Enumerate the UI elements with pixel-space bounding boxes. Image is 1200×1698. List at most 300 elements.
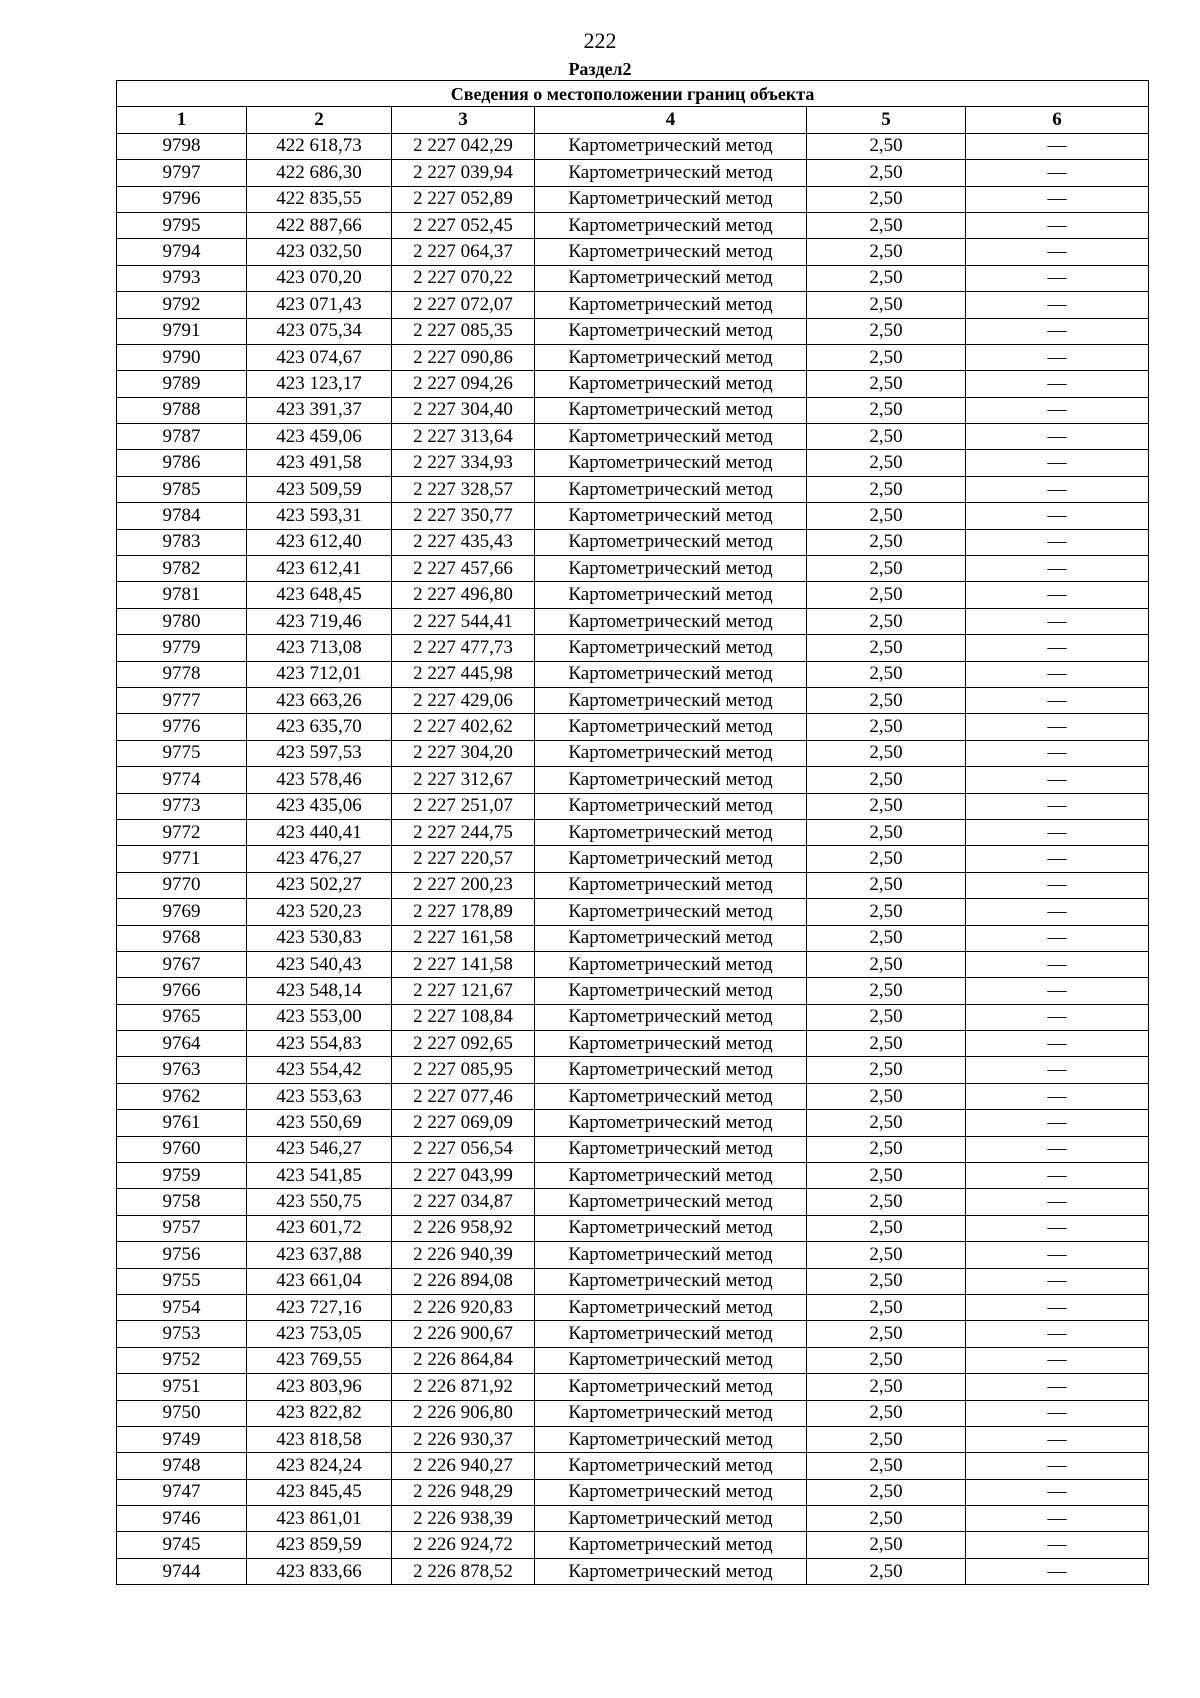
- note-cell: —: [966, 1506, 1149, 1532]
- accuracy-cell: 2,50: [807, 687, 966, 713]
- point-number-cell: 9788: [117, 397, 247, 423]
- table-row: [117, 608, 1149, 634]
- point-number-cell: 9789: [117, 371, 247, 397]
- x-coordinate-cell: 422 686,30: [247, 160, 392, 186]
- y-coordinate-cell: 2 227 064,37: [392, 239, 535, 265]
- accuracy-cell: 2,50: [807, 503, 966, 529]
- table-row: [117, 239, 1149, 265]
- note-cell: —: [966, 925, 1149, 951]
- x-coordinate-cell: 423 391,37: [247, 397, 392, 423]
- note-cell: —: [966, 424, 1149, 450]
- method-cell: Картометрический метод: [535, 635, 807, 661]
- point-number-cell: 9746: [117, 1506, 247, 1532]
- method-cell: Картометрический метод: [535, 1294, 807, 1320]
- note-cell: —: [966, 292, 1149, 318]
- point-number-cell: 9784: [117, 503, 247, 529]
- point-number-cell: 9779: [117, 635, 247, 661]
- note-cell: —: [966, 1347, 1149, 1373]
- accuracy-cell: 2,50: [807, 371, 966, 397]
- point-number-cell: 9755: [117, 1268, 247, 1294]
- y-coordinate-cell: 2 227 477,73: [392, 635, 535, 661]
- y-coordinate-cell: 2 227 402,62: [392, 714, 535, 740]
- y-coordinate-cell: 2 226 871,92: [392, 1374, 535, 1400]
- point-number-cell: 9773: [117, 793, 247, 819]
- point-number-cell: 9798: [117, 133, 247, 159]
- method-cell: Картометрический метод: [535, 1321, 807, 1347]
- y-coordinate-cell: 2 226 930,37: [392, 1426, 535, 1452]
- x-coordinate-cell: 423 123,17: [247, 371, 392, 397]
- y-coordinate-cell: 2 226 920,83: [392, 1294, 535, 1320]
- method-cell: Картометрический метод: [535, 1558, 807, 1584]
- column-header: 1: [117, 107, 247, 133]
- accuracy-cell: 2,50: [807, 1057, 966, 1083]
- y-coordinate-cell: 2 227 445,98: [392, 661, 535, 687]
- point-number-cell: 9752: [117, 1347, 247, 1373]
- point-number-cell: 9791: [117, 318, 247, 344]
- note-cell: —: [966, 1189, 1149, 1215]
- note-cell: —: [966, 978, 1149, 1004]
- note-cell: —: [966, 397, 1149, 423]
- x-coordinate-cell: 422 618,73: [247, 133, 392, 159]
- method-cell: Картометрический метод: [535, 1347, 807, 1373]
- point-number-cell: 9763: [117, 1057, 247, 1083]
- table-row: [117, 793, 1149, 819]
- method-cell: Картометрический метод: [535, 1215, 807, 1241]
- method-cell: Картометрический метод: [535, 1163, 807, 1189]
- x-coordinate-cell: 423 648,45: [247, 582, 392, 608]
- point-number-cell: 9751: [117, 1374, 247, 1400]
- method-cell: Картометрический метод: [535, 1242, 807, 1268]
- table-row: [117, 951, 1149, 977]
- method-cell: Картометрический метод: [535, 1083, 807, 1109]
- accuracy-cell: 2,50: [807, 608, 966, 634]
- point-number-cell: 9787: [117, 424, 247, 450]
- y-coordinate-cell: 2 226 878,52: [392, 1558, 535, 1584]
- point-number-cell: 9797: [117, 160, 247, 186]
- note-cell: —: [966, 1215, 1149, 1241]
- x-coordinate-cell: 423 476,27: [247, 846, 392, 872]
- method-cell: Картометрический метод: [535, 1268, 807, 1294]
- note-cell: —: [966, 1374, 1149, 1400]
- y-coordinate-cell: 2 227 328,57: [392, 476, 535, 502]
- accuracy-cell: 2,50: [807, 1321, 966, 1347]
- accuracy-cell: 2,50: [807, 951, 966, 977]
- x-coordinate-cell: 423 553,00: [247, 1004, 392, 1030]
- point-number-cell: 9783: [117, 529, 247, 555]
- accuracy-cell: 2,50: [807, 292, 966, 318]
- table-row: [117, 1374, 1149, 1400]
- method-cell: Картометрический метод: [535, 872, 807, 898]
- x-coordinate-cell: 423 546,27: [247, 1136, 392, 1162]
- x-coordinate-cell: 423 550,69: [247, 1110, 392, 1136]
- method-cell: Картометрический метод: [535, 951, 807, 977]
- y-coordinate-cell: 2 227 121,67: [392, 978, 535, 1004]
- y-coordinate-cell: 2 227 072,07: [392, 292, 535, 318]
- x-coordinate-cell: 423 070,20: [247, 265, 392, 291]
- point-number-cell: 9748: [117, 1453, 247, 1479]
- y-coordinate-cell: 2 226 948,29: [392, 1479, 535, 1505]
- accuracy-cell: 2,50: [807, 635, 966, 661]
- method-cell: Картометрический метод: [535, 239, 807, 265]
- note-cell: —: [966, 1321, 1149, 1347]
- point-number-cell: 9750: [117, 1400, 247, 1426]
- point-number-cell: 9794: [117, 239, 247, 265]
- y-coordinate-cell: 2 227 544,41: [392, 608, 535, 634]
- point-number-cell: 9774: [117, 767, 247, 793]
- accuracy-cell: 2,50: [807, 1031, 966, 1057]
- table-row: [117, 1268, 1149, 1294]
- y-coordinate-cell: 2 227 429,06: [392, 687, 535, 713]
- note-cell: —: [966, 450, 1149, 476]
- y-coordinate-cell: 2 226 864,84: [392, 1347, 535, 1373]
- note-cell: —: [966, 661, 1149, 687]
- accuracy-cell: 2,50: [807, 582, 966, 608]
- point-number-cell: 9765: [117, 1004, 247, 1030]
- method-cell: Картометрический метод: [535, 318, 807, 344]
- table-row: [117, 1347, 1149, 1373]
- accuracy-cell: 2,50: [807, 1558, 966, 1584]
- note-cell: —: [966, 714, 1149, 740]
- point-number-cell: 9796: [117, 186, 247, 212]
- point-number-cell: 9749: [117, 1426, 247, 1452]
- note-cell: —: [966, 1083, 1149, 1109]
- y-coordinate-cell: 2 227 085,95: [392, 1057, 535, 1083]
- table-row: [117, 872, 1149, 898]
- y-coordinate-cell: 2 227 496,80: [392, 582, 535, 608]
- method-cell: Картометрический метод: [535, 978, 807, 1004]
- note-cell: —: [966, 899, 1149, 925]
- accuracy-cell: 2,50: [807, 1479, 966, 1505]
- point-number-cell: 9769: [117, 899, 247, 925]
- x-coordinate-cell: 423 520,23: [247, 899, 392, 925]
- note-cell: —: [966, 265, 1149, 291]
- table-row: [117, 371, 1149, 397]
- note-cell: —: [966, 951, 1149, 977]
- method-cell: Картометрический метод: [535, 1479, 807, 1505]
- y-coordinate-cell: 2 227 092,65: [392, 1031, 535, 1057]
- table-row: [117, 925, 1149, 951]
- x-coordinate-cell: 423 663,26: [247, 687, 392, 713]
- method-cell: Картометрический метод: [535, 819, 807, 845]
- table-row: [117, 661, 1149, 687]
- table-row: [117, 846, 1149, 872]
- y-coordinate-cell: 2 227 056,54: [392, 1136, 535, 1162]
- table-row: [117, 476, 1149, 502]
- table-row: [117, 1294, 1149, 1320]
- y-coordinate-cell: 2 227 039,94: [392, 160, 535, 186]
- method-cell: Картометрический метод: [535, 292, 807, 318]
- accuracy-cell: 2,50: [807, 1268, 966, 1294]
- accuracy-cell: 2,50: [807, 925, 966, 951]
- y-coordinate-cell: 2 226 906,80: [392, 1400, 535, 1426]
- method-cell: Картометрический метод: [535, 529, 807, 555]
- x-coordinate-cell: 423 824,24: [247, 1453, 392, 1479]
- table-row: [117, 1400, 1149, 1426]
- y-coordinate-cell: 2 227 304,40: [392, 397, 535, 423]
- method-cell: Картометрический метод: [535, 1506, 807, 1532]
- y-coordinate-cell: 2 227 085,35: [392, 318, 535, 344]
- method-cell: Картометрический метод: [535, 767, 807, 793]
- x-coordinate-cell: 423 578,46: [247, 767, 392, 793]
- y-coordinate-cell: 2 227 200,23: [392, 872, 535, 898]
- table-row: [117, 1215, 1149, 1241]
- point-number-cell: 9775: [117, 740, 247, 766]
- note-cell: —: [966, 371, 1149, 397]
- note-cell: —: [966, 819, 1149, 845]
- accuracy-cell: 2,50: [807, 1294, 966, 1320]
- x-coordinate-cell: 423 637,88: [247, 1242, 392, 1268]
- point-number-cell: 9786: [117, 450, 247, 476]
- method-cell: Картометрический метод: [535, 740, 807, 766]
- note-cell: —: [966, 160, 1149, 186]
- x-coordinate-cell: 423 548,14: [247, 978, 392, 1004]
- y-coordinate-cell: 2 227 108,84: [392, 1004, 535, 1030]
- x-coordinate-cell: 423 833,66: [247, 1558, 392, 1584]
- note-cell: —: [966, 635, 1149, 661]
- table-row: [117, 160, 1149, 186]
- y-coordinate-cell: 2 227 077,46: [392, 1083, 535, 1109]
- table-row: [117, 1110, 1149, 1136]
- method-cell: Картометрический метод: [535, 397, 807, 423]
- page-number: 222: [583, 28, 617, 53]
- y-coordinate-cell: 2 227 251,07: [392, 793, 535, 819]
- method-cell: Картометрический метод: [535, 450, 807, 476]
- x-coordinate-cell: 423 713,08: [247, 635, 392, 661]
- method-cell: Картометрический метод: [535, 212, 807, 238]
- accuracy-cell: 2,50: [807, 1426, 966, 1452]
- x-coordinate-cell: 423 753,05: [247, 1321, 392, 1347]
- column-header: 3: [392, 107, 535, 133]
- x-coordinate-cell: 423 769,55: [247, 1347, 392, 1373]
- method-cell: Картометрический метод: [535, 265, 807, 291]
- table-row: [117, 1321, 1149, 1347]
- table-row: [117, 265, 1149, 291]
- note-cell: —: [966, 1532, 1149, 1558]
- accuracy-cell: 2,50: [807, 767, 966, 793]
- note-cell: —: [966, 318, 1149, 344]
- table-row: [117, 1189, 1149, 1215]
- y-coordinate-cell: 2 226 900,67: [392, 1321, 535, 1347]
- method-cell: Картометрический метод: [535, 1057, 807, 1083]
- x-coordinate-cell: 423 719,46: [247, 608, 392, 634]
- y-coordinate-cell: 2 226 940,27: [392, 1453, 535, 1479]
- x-coordinate-cell: 423 074,67: [247, 344, 392, 370]
- table-row: [117, 767, 1149, 793]
- accuracy-cell: 2,50: [807, 1163, 966, 1189]
- y-coordinate-cell: 2 226 938,39: [392, 1506, 535, 1532]
- point-number-cell: 9785: [117, 476, 247, 502]
- y-coordinate-cell: 2 227 435,43: [392, 529, 535, 555]
- accuracy-cell: 2,50: [807, 529, 966, 555]
- point-number-cell: 9778: [117, 661, 247, 687]
- accuracy-cell: 2,50: [807, 714, 966, 740]
- table-row: [117, 503, 1149, 529]
- accuracy-cell: 2,50: [807, 1532, 966, 1558]
- method-cell: Картометрический метод: [535, 899, 807, 925]
- table-row: [117, 1479, 1149, 1505]
- note-cell: —: [966, 1031, 1149, 1057]
- note-cell: —: [966, 793, 1149, 819]
- point-number-cell: 9754: [117, 1294, 247, 1320]
- x-coordinate-cell: 423 861,01: [247, 1506, 392, 1532]
- note-cell: —: [966, 529, 1149, 555]
- note-cell: —: [966, 740, 1149, 766]
- accuracy-cell: 2,50: [807, 819, 966, 845]
- table-row: [117, 978, 1149, 1004]
- column-header: 6: [966, 107, 1149, 133]
- point-number-cell: 9759: [117, 1163, 247, 1189]
- y-coordinate-cell: 2 227 052,45: [392, 212, 535, 238]
- point-number-cell: 9793: [117, 265, 247, 291]
- x-coordinate-cell: 423 661,04: [247, 1268, 392, 1294]
- y-coordinate-cell: 2 227 042,29: [392, 133, 535, 159]
- table-row: [117, 133, 1149, 159]
- y-coordinate-cell: 2 226 958,92: [392, 1215, 535, 1241]
- x-coordinate-cell: 423 845,45: [247, 1479, 392, 1505]
- note-cell: —: [966, 582, 1149, 608]
- x-coordinate-cell: 423 635,70: [247, 714, 392, 740]
- accuracy-cell: 2,50: [807, 1083, 966, 1109]
- table-row: [117, 1426, 1149, 1452]
- accuracy-cell: 2,50: [807, 212, 966, 238]
- table-row: [117, 1057, 1149, 1083]
- method-cell: Картометрический метод: [535, 556, 807, 582]
- y-coordinate-cell: 2 227 220,57: [392, 846, 535, 872]
- accuracy-cell: 2,50: [807, 1215, 966, 1241]
- x-coordinate-cell: 423 541,85: [247, 1163, 392, 1189]
- y-coordinate-cell: 2 227 313,64: [392, 424, 535, 450]
- table-row: [117, 424, 1149, 450]
- table-row: [117, 344, 1149, 370]
- x-coordinate-cell: 423 554,83: [247, 1031, 392, 1057]
- accuracy-cell: 2,50: [807, 1004, 966, 1030]
- point-number-cell: 9776: [117, 714, 247, 740]
- note-cell: —: [966, 186, 1149, 212]
- x-coordinate-cell: 423 553,63: [247, 1083, 392, 1109]
- accuracy-cell: 2,50: [807, 1400, 966, 1426]
- method-cell: Картометрический метод: [535, 344, 807, 370]
- accuracy-cell: 2,50: [807, 872, 966, 898]
- method-cell: Картометрический метод: [535, 1453, 807, 1479]
- point-number-cell: 9795: [117, 212, 247, 238]
- table-row: [117, 819, 1149, 845]
- table-caption-row: [117, 81, 1149, 107]
- table-row: [117, 899, 1149, 925]
- accuracy-cell: 2,50: [807, 661, 966, 687]
- method-cell: Картометрический метод: [535, 714, 807, 740]
- note-cell: —: [966, 239, 1149, 265]
- method-cell: Картометрический метод: [535, 1031, 807, 1057]
- point-number-cell: 9790: [117, 344, 247, 370]
- note-cell: —: [966, 1163, 1149, 1189]
- x-coordinate-cell: 423 071,43: [247, 292, 392, 318]
- x-coordinate-cell: 423 459,06: [247, 424, 392, 450]
- note-cell: —: [966, 1426, 1149, 1452]
- x-coordinate-cell: 423 435,06: [247, 793, 392, 819]
- note-cell: —: [966, 1136, 1149, 1162]
- accuracy-cell: 2,50: [807, 846, 966, 872]
- x-coordinate-cell: 423 601,72: [247, 1215, 392, 1241]
- method-cell: Картометрический метод: [535, 1004, 807, 1030]
- point-number-cell: 9764: [117, 1031, 247, 1057]
- point-number-cell: 9762: [117, 1083, 247, 1109]
- method-cell: Картометрический метод: [535, 1532, 807, 1558]
- accuracy-cell: 2,50: [807, 1453, 966, 1479]
- y-coordinate-cell: 2 227 043,99: [392, 1163, 535, 1189]
- accuracy-cell: 2,50: [807, 450, 966, 476]
- method-cell: Картометрический метод: [535, 1110, 807, 1136]
- point-number-cell: 9782: [117, 556, 247, 582]
- method-cell: Картометрический метод: [535, 1426, 807, 1452]
- y-coordinate-cell: 2 227 052,89: [392, 186, 535, 212]
- note-cell: —: [966, 687, 1149, 713]
- point-number-cell: 9745: [117, 1532, 247, 1558]
- method-cell: Картометрический метод: [535, 793, 807, 819]
- note-cell: —: [966, 1558, 1149, 1584]
- y-coordinate-cell: 2 227 090,86: [392, 344, 535, 370]
- table-caption: Сведения о местоположении границ объекта: [117, 81, 1149, 107]
- method-cell: Картометрический метод: [535, 925, 807, 951]
- method-cell: Картометрический метод: [535, 1189, 807, 1215]
- note-cell: —: [966, 1453, 1149, 1479]
- accuracy-cell: 2,50: [807, 793, 966, 819]
- table-row: [117, 292, 1149, 318]
- table-row: [117, 687, 1149, 713]
- y-coordinate-cell: 2 227 312,67: [392, 767, 535, 793]
- table-body: [117, 133, 1149, 1584]
- x-coordinate-cell: 423 822,82: [247, 1400, 392, 1426]
- note-cell: —: [966, 503, 1149, 529]
- y-coordinate-cell: 2 227 094,26: [392, 371, 535, 397]
- table-row: [117, 1558, 1149, 1584]
- table-row: [117, 212, 1149, 238]
- accuracy-cell: 2,50: [807, 344, 966, 370]
- accuracy-cell: 2,50: [807, 899, 966, 925]
- point-number-cell: 9777: [117, 687, 247, 713]
- point-number-cell: 9767: [117, 951, 247, 977]
- method-cell: Картометрический метод: [535, 133, 807, 159]
- note-cell: —: [966, 846, 1149, 872]
- point-number-cell: 9780: [117, 608, 247, 634]
- note-cell: —: [966, 133, 1149, 159]
- accuracy-cell: 2,50: [807, 740, 966, 766]
- note-cell: —: [966, 556, 1149, 582]
- accuracy-cell: 2,50: [807, 1242, 966, 1268]
- x-coordinate-cell: 423 859,59: [247, 1532, 392, 1558]
- x-coordinate-cell: 423 727,16: [247, 1294, 392, 1320]
- table-row: [117, 740, 1149, 766]
- x-coordinate-cell: 423 597,53: [247, 740, 392, 766]
- table-row: [117, 397, 1149, 423]
- note-cell: —: [966, 1479, 1149, 1505]
- x-coordinate-cell: 423 593,31: [247, 503, 392, 529]
- y-coordinate-cell: 2 227 244,75: [392, 819, 535, 845]
- section-title: Раздел2: [568, 59, 632, 79]
- y-coordinate-cell: 2 227 178,89: [392, 899, 535, 925]
- method-cell: Картометрический метод: [535, 503, 807, 529]
- table-row: [117, 556, 1149, 582]
- table-row: [117, 1506, 1149, 1532]
- table-row: [117, 1031, 1149, 1057]
- y-coordinate-cell: 2 226 894,08: [392, 1268, 535, 1294]
- y-coordinate-cell: 2 227 070,22: [392, 265, 535, 291]
- method-cell: Картометрический метод: [535, 661, 807, 687]
- accuracy-cell: 2,50: [807, 978, 966, 1004]
- accuracy-cell: 2,50: [807, 186, 966, 212]
- table-row: [117, 1083, 1149, 1109]
- x-coordinate-cell: 423 530,83: [247, 925, 392, 951]
- y-coordinate-cell: 2 227 350,77: [392, 503, 535, 529]
